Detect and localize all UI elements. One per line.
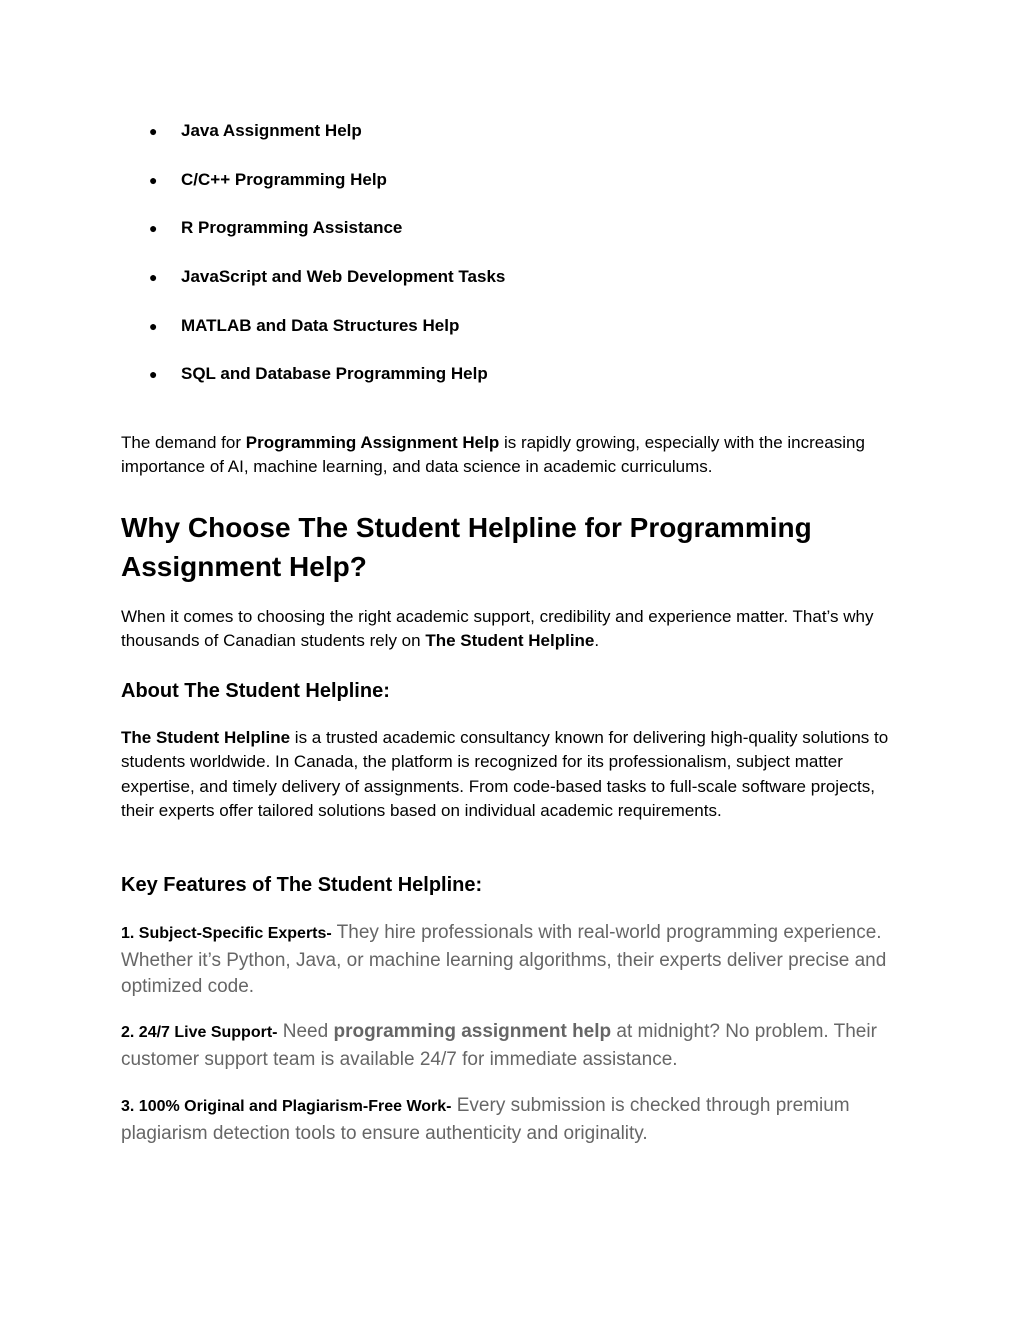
bullet-icon: ● (149, 171, 158, 188)
bullet-icon: ● (149, 317, 158, 334)
intro-bold-term: Programming Assignment Help (245, 433, 500, 452)
programming-help-list (149, 119, 505, 411)
list-item (149, 119, 505, 168)
list-item-label: SQL and Database Programming Help (181, 364, 488, 384)
intro-paragraph: The demand for Programming Assignment Help is rapidly growing, especially with the increasing importance of AI, machine learning, and data science in academic curriculums. (121, 433, 865, 477)
list-item (149, 362, 505, 411)
feature-item (121, 1093, 911, 1147)
bullet-icon: ● (149, 269, 158, 286)
list-item (149, 168, 505, 217)
heading-why-choose: Why Choose The Student Helpline for Programming Assignment Help? (121, 512, 812, 582)
list-item (149, 216, 505, 265)
feature-title: 2. 24/7 Live Support- (121, 1024, 278, 1041)
list-item-label: R Programming Assistance (181, 218, 403, 238)
bullet-icon: ● (149, 366, 158, 383)
feature-text: They hire professionals with real-world programming experience. Whether it’s Python, Java, or machine learning algorithms, their experts deliver precise and optimized code. (121, 922, 887, 997)
feature-item (121, 920, 911, 1001)
list-item (149, 265, 505, 314)
list-item-label: C/C++ Programming Help (181, 169, 387, 189)
why-bold-term: The Student Helpline (425, 631, 595, 651)
heading-about: About The Student Helpline: (121, 680, 390, 702)
heading-key-features: Key Features of The Student Helpline: (121, 874, 483, 896)
about-bold-term: The Student Helpline (121, 728, 291, 747)
feature-emphasis: programming assignment help (333, 1021, 612, 1042)
list-item-label: MATLAB and Data Structures Help (181, 315, 460, 335)
list-item (149, 314, 505, 363)
feature-title: 3. 100% Original and Plagiarism-Free Work- (121, 1098, 452, 1115)
feature-item: 2. 24/7 Live Support- Need programming assignment help at midnight? No problem. Their customer support team is available 24/7 for immediate assistance. (121, 1021, 877, 1070)
list-item-label: Java Assignment Help (181, 121, 362, 140)
list-item-label: JavaScript and Web Development Tasks (181, 267, 506, 287)
bullet-icon: ● (149, 123, 158, 139)
why-paragraph: When it comes to choosing the right academic support, credibility and experience matter. That’s why thousands of Canadian students rely on The Student Helpline. (121, 607, 874, 651)
bullet-icon: ● (149, 220, 158, 237)
feature-title: 1. Subject-Specific Experts- (121, 925, 332, 942)
about-paragraph: The Student Helpline is a trusted academic consultancy known for delivering high-quality solutions to students worldwide. In Canada, the platform is recognized for its professionalism, subject matter expertise, and timely delivery of assignments. From code-based tasks to full-scale software projects, their experts offer tailored solutions based on individual academic requirements. (121, 728, 889, 820)
feature-text: Every submission is checked through premium plagiarism detection tools to ensure authenticity and originality. (121, 1095, 850, 1144)
